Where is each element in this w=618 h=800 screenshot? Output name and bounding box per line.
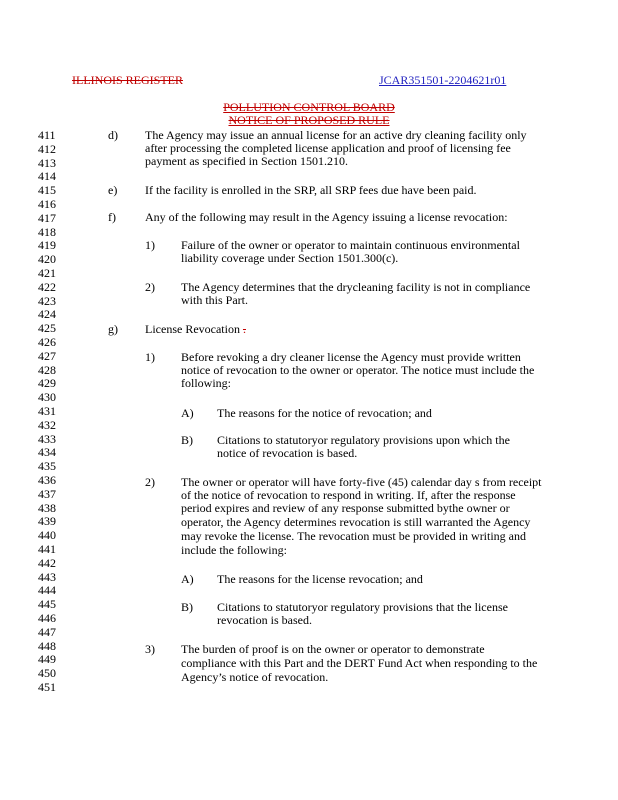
line-number: 438 (38, 500, 56, 515)
line-number: 436 (38, 473, 56, 487)
item-g2A-label: A) (181, 572, 194, 586)
line-number: 423 (38, 293, 56, 308)
item-g2-line-4: operator, the Agency determines revocation is still warranted the Agency (181, 515, 531, 529)
item-g1-label: 1) (145, 350, 155, 364)
item-g1-line-3: following: (181, 376, 231, 390)
line-number: 426 (38, 335, 56, 349)
line-number: 447 (38, 624, 56, 639)
item-g2-line-3: period expires and review of any response submitted bythe owner or (181, 501, 510, 515)
board-title: POLLUTION CONTROL BOARD (223, 100, 395, 114)
item-d-line-3: payment as specified in Section 1501.210. (145, 154, 348, 168)
line-number: 425 (38, 321, 56, 336)
line-number: 413 (38, 155, 56, 170)
line-number: 419 (38, 238, 56, 253)
item-g2B-label: B) (181, 600, 193, 614)
line-number: 428 (38, 362, 56, 377)
item-d-label: d) (108, 128, 118, 142)
item-g3-label: 3) (145, 642, 155, 656)
item-g1B-line-1: Citations to statutoryor regulatory provisions upon which the (217, 433, 510, 447)
item-e-label: e) (108, 183, 118, 197)
item-g2A-line-1: The reasons for the license revocation; and (217, 572, 423, 586)
line-number: 448 (38, 638, 56, 653)
line-number: 430 (38, 390, 56, 405)
document-id-link[interactable]: JCAR351501-2204621r01 (379, 73, 507, 87)
line-number: 431 (38, 404, 56, 418)
item-f2-line-2: with this Part. (181, 293, 249, 307)
item-g1A-label: A) (181, 406, 194, 420)
line-number: 444 (38, 583, 56, 598)
item-f-line-1: Any of the following may result in the Agency issuing a license revocation: (145, 210, 508, 224)
line-number: 446 (38, 611, 56, 625)
line-number: 441 (38, 542, 56, 556)
line-number: 427 (38, 348, 56, 363)
item-g3-line-3: Agency’s notice of revocation. (181, 670, 329, 684)
item-f1-label: 1) (145, 238, 155, 252)
register-title: ILLINOIS REGISTER (72, 73, 183, 87)
item-e-line-1: If the facility is enrolled in the SRP, all SRP fees due have been paid. (145, 183, 477, 197)
line-number: 415 (38, 183, 56, 198)
item-g-heading (145, 323, 246, 336)
line-number: 417 (38, 210, 56, 225)
item-g-heading-text: License Revocation (145, 322, 240, 336)
item-f-label: f) (108, 210, 116, 224)
line-number: 450 (38, 666, 56, 681)
item-g2B-line-1: Citations to statutoryor regulatory provisions that the license (217, 600, 508, 614)
item-g1-line-2: notice of revocation to the owner or operator. The notice must include the (181, 363, 535, 377)
item-g1B-line-2: notice of revocation is based. (217, 446, 358, 460)
item-g2B-line-2: revocation is based. (217, 613, 312, 627)
item-g3-line-2: compliance with this Part and the DERT Fund Act when responding to the (181, 656, 538, 670)
item-g-label: g) (108, 322, 118, 336)
line-number: 435 (38, 459, 56, 474)
line-number: 433 (38, 431, 56, 446)
line-number: 420 (38, 252, 56, 267)
item-g1B-label: B) (181, 433, 193, 447)
item-d-line-1: The Agency may issue an annual license for an active dry cleaning facility only (145, 128, 527, 142)
item-g2-line-2: of the notice of revocation to respond in writing. If, after the response (181, 488, 516, 502)
line-number: 445 (38, 597, 56, 612)
notice-title: NOTICE OF PROPOSED RULE (228, 113, 390, 127)
item-g2-line-6: include the following: (181, 543, 287, 557)
item-f2-line-1: The Agency determines that the drycleaning facility is not in compliance (181, 280, 531, 294)
line-number: 421 (38, 266, 56, 280)
item-g3-line-1: The burden of proof is on the owner or operator to demonstrate (181, 642, 485, 656)
line-number: 432 (38, 417, 56, 432)
line-number: 439 (38, 514, 56, 529)
item-g1A-line-1: The reasons for the notice of revocation; and (217, 406, 432, 420)
line-number: 429 (38, 376, 56, 391)
line-number: 443 (38, 569, 56, 584)
item-g2-line-1: The owner or operator will have forty-five (45) calendar day s from receipt (181, 475, 542, 489)
line-number: 424 (38, 307, 56, 322)
line-number: 449 (38, 652, 56, 667)
line-number: 451 (38, 680, 56, 694)
line-number: 440 (38, 528, 56, 543)
line-number: 422 (38, 279, 56, 294)
item-g-struck-period: . (242, 322, 246, 336)
item-g2-label: 2) (145, 475, 155, 489)
line-number: 437 (38, 486, 56, 501)
line-number: 418 (38, 224, 56, 239)
item-g2-line-5: may revoke the license. The revocation must be provided in writing and (181, 529, 527, 543)
item-f2-label: 2) (145, 280, 155, 294)
line-number: 412 (38, 141, 56, 156)
line-number: 434 (38, 445, 56, 460)
item-g1-line-1: Before revoking a dry cleaner license the Agency must provide written (181, 350, 521, 364)
item-d-line-2: after processing the completed license application and proof of licensing fee (145, 141, 511, 155)
line-number: 416 (38, 197, 56, 211)
line-number: 414 (38, 169, 56, 184)
item-f1-line-2: liability coverage under Section 1501.300(c). (181, 251, 399, 265)
line-number: 442 (38, 555, 56, 570)
item-f1-line-1: Failure of the owner or operator to maintain continuous environmental (181, 238, 520, 252)
line-number: 411 (38, 128, 56, 142)
